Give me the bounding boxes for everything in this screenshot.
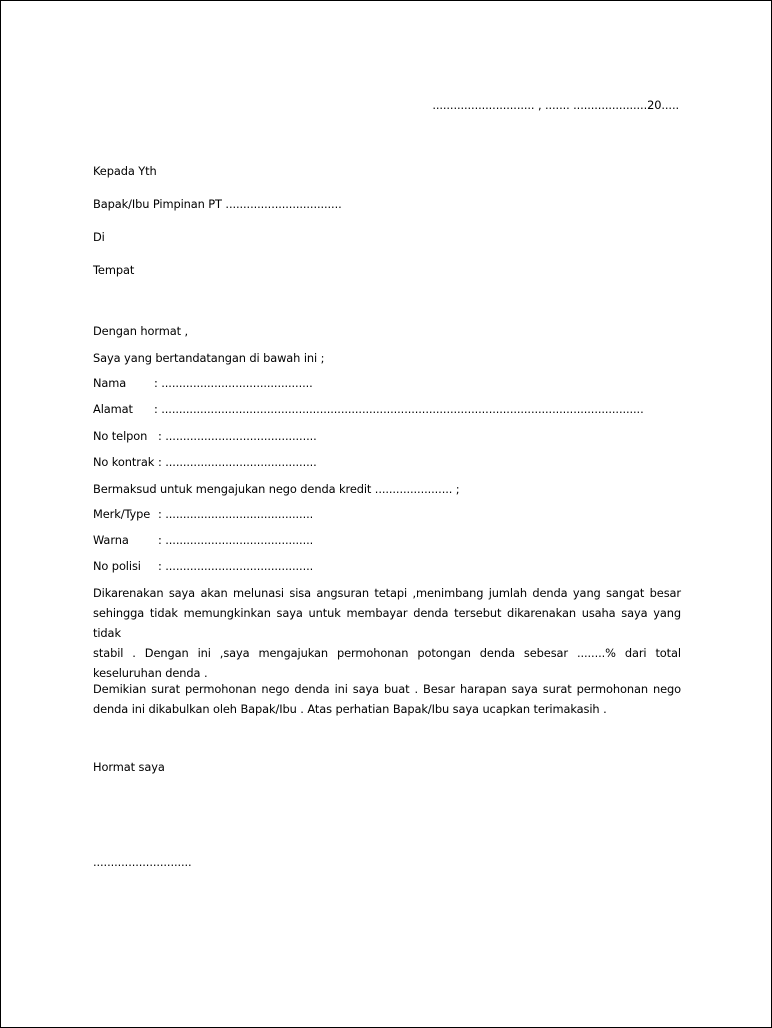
field-merk-label: Merk/Type — [93, 507, 151, 521]
recipient-line-4: Tempat — [93, 263, 135, 277]
paragraph-reason — [93, 583, 681, 683]
field-kontrak-label: No kontrak — [93, 455, 155, 469]
intro-line: Saya yang bertandatangan di bawah ini ; — [93, 351, 325, 365]
field-nama — [93, 375, 313, 391]
field-telpon-value: : ........................................... — [158, 429, 317, 443]
purpose-line: Bermaksud untuk mengajukan nego denda kredit ...................... ; — [93, 482, 460, 496]
paragraph-closing — [93, 679, 681, 719]
paragraph-reason-line-2: sehingga tidak memungkinkan saya untuk membayar denda tersebut dikarenakan usaha saya yang tidak — [93, 606, 681, 640]
closing-salutation: Hormat saya — [93, 760, 165, 774]
field-warna-value: : .......................................... — [158, 533, 314, 547]
field-kontrak — [93, 454, 317, 470]
field-alamat-label: Alamat — [93, 402, 133, 416]
field-merk-value: : .......................................... — [158, 507, 314, 521]
field-polisi-value: : .......................................... — [158, 559, 314, 573]
field-kontrak-value: : ........................................... — [158, 455, 317, 469]
paragraph-closing-line-2: denda ini dikabulkan oleh Bapak/Ibu . Atas perhatian Bapak/Ibu saya ucapkan terimakasih . — [93, 702, 607, 716]
field-polisi-label: No polisi — [93, 559, 141, 573]
paragraph-closing-line-1: Demikian surat permohonan nego denda ini saya buat . Besar harapan saya surat permohonan nego — [93, 682, 681, 696]
field-telpon — [93, 428, 317, 444]
field-nama-value: : ........................................... — [154, 376, 313, 390]
place-date-line: ............................. , ....... .....................20..... — [432, 98, 679, 112]
field-alamat-value: : ......................................................................................................................................... — [154, 402, 644, 416]
field-warna-label: Warna — [93, 533, 129, 547]
recipient-line-1: Kepada Yth — [93, 164, 157, 178]
field-telpon-label: No telpon — [93, 429, 148, 443]
signature-line: ............................ — [93, 855, 192, 869]
recipient-line-2: Bapak/Ibu Pimpinan PT ................................. — [93, 197, 342, 211]
field-nama-label: Nama — [93, 376, 127, 390]
field-warna — [93, 532, 313, 548]
paragraph-reason-line-3: stabil . Dengan ini ,saya mengajukan permohonan potongan denda sebesar ........% dari total — [93, 646, 681, 660]
field-alamat — [93, 401, 644, 417]
field-polisi — [93, 558, 313, 574]
field-merk — [93, 506, 313, 522]
paragraph-reason-line-4: keseluruhan denda . — [93, 666, 208, 680]
greeting: Dengan hormat , — [93, 324, 189, 338]
paragraph-reason-line-1: Dikarenakan saya akan melunasi sisa angsuran tetapi ,menimbang jumlah denda yang sangat besar — [93, 586, 681, 600]
recipient-line-3: Di — [93, 230, 105, 244]
